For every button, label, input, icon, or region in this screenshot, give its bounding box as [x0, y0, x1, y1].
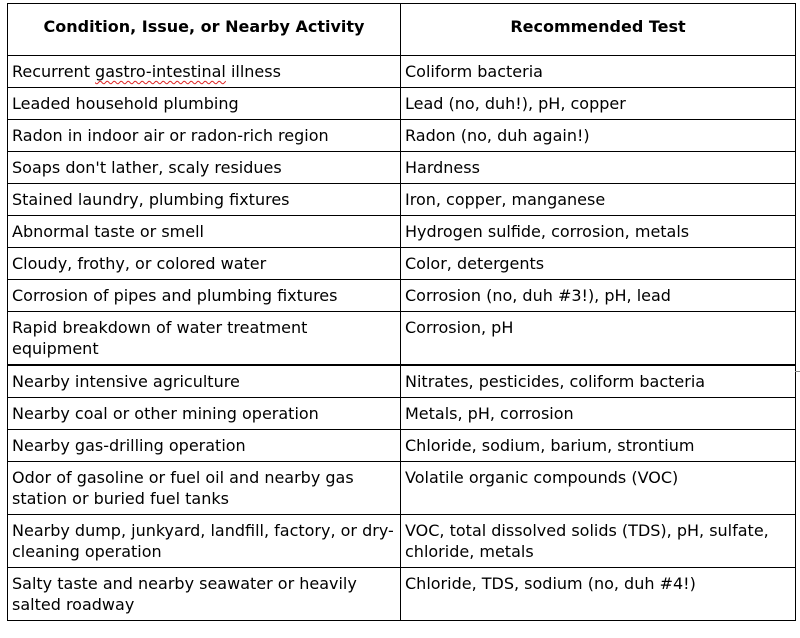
- table-edge-marker: [795, 371, 800, 372]
- water-test-table: [7, 3, 796, 621]
- table-row: [8, 56, 796, 88]
- condition-cell: Stained laundry, plumbing fixtures: [8, 184, 401, 216]
- test-cell: Corrosion, pH: [401, 312, 796, 366]
- test-cell: VOC, total dissolved solids (TDS), pH, sulfate, chloride, metals: [401, 515, 796, 568]
- table-row: [8, 152, 796, 184]
- condition-cell: Rapid breakdown of water treatment equipment: [8, 312, 401, 366]
- table-row: [8, 398, 796, 430]
- condition-cell: Nearby dump, junkyard, landfill, factory, or dry-cleaning operation: [8, 515, 401, 568]
- test-cell: Corrosion (no, duh #3!), pH, lead: [401, 280, 796, 312]
- test-cell: Hydrogen sulfide, corrosion, metals: [401, 216, 796, 248]
- table-row: [8, 280, 796, 312]
- table-row: [8, 216, 796, 248]
- table-row: [8, 568, 796, 621]
- condition-cell: Cloudy, frothy, or colored water: [8, 248, 401, 280]
- test-cell: Radon (no, duh again!): [401, 120, 796, 152]
- table-row: [8, 462, 796, 515]
- condition-text: Recurrent: [12, 62, 96, 81]
- condition-cell: Nearby gas-drilling operation: [8, 430, 401, 462]
- condition-cell: Nearby coal or other mining operation: [8, 398, 401, 430]
- header-condition: Condition, Issue, or Nearby Activity: [8, 4, 401, 56]
- condition-cell: Nearby intensive agriculture: [8, 365, 401, 398]
- table-row: [8, 312, 796, 366]
- header-recommended-test: Recommended Test: [401, 4, 796, 56]
- test-cell: Metals, pH, corrosion: [401, 398, 796, 430]
- condition-cell: Leaded household plumbing: [8, 88, 401, 120]
- table-row: [8, 120, 796, 152]
- condition-cell: Soaps don't lather, scaly residues: [8, 152, 401, 184]
- spellcheck-flagged-word: gastro-intestinal: [95, 62, 226, 81]
- condition-text: illness: [225, 62, 281, 81]
- test-cell: Volatile organic compounds (VOC): [401, 462, 796, 515]
- table-row: [8, 365, 796, 398]
- condition-cell: [8, 56, 401, 88]
- test-cell: Color, detergents: [401, 248, 796, 280]
- test-cell: Nitrates, pesticides, coliform bacteria: [401, 365, 796, 398]
- test-cell: Chloride, TDS, sodium (no, duh #4!): [401, 568, 796, 621]
- test-cell: Coliform bacteria: [401, 56, 796, 88]
- table-row: [8, 184, 796, 216]
- table-row: [8, 248, 796, 280]
- test-cell: Hardness: [401, 152, 796, 184]
- header-row: [8, 4, 796, 56]
- table-row: [8, 515, 796, 568]
- test-cell: Chloride, sodium, barium, strontium: [401, 430, 796, 462]
- condition-cell: Abnormal taste or smell: [8, 216, 401, 248]
- table-row: [8, 88, 796, 120]
- test-cell: Iron, copper, manganese: [401, 184, 796, 216]
- test-cell: Lead (no, duh!), pH, copper: [401, 88, 796, 120]
- condition-cell: Corrosion of pipes and plumbing fixtures: [8, 280, 401, 312]
- table-row: [8, 430, 796, 462]
- condition-cell: Salty taste and nearby seawater or heavily salted roadway: [8, 568, 401, 621]
- condition-cell: Odor of gasoline or fuel oil and nearby gas station or buried fuel tanks: [8, 462, 401, 515]
- condition-cell: Radon in indoor air or radon-rich region: [8, 120, 401, 152]
